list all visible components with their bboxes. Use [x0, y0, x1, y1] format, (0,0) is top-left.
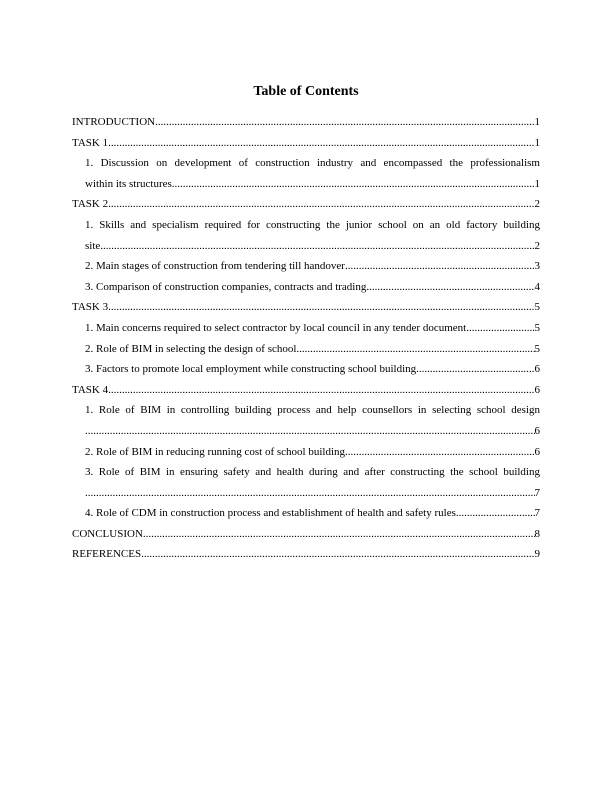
toc-entry-label: TASK 3: [72, 301, 109, 314]
toc-page-number: 6: [534, 383, 540, 396]
toc-entry-label: 2. Role of BIM in reducing running cost of school building: [85, 445, 345, 458]
toc-entry-label: CONCLUSION: [72, 527, 143, 540]
toc-entry-label: TASK 4: [72, 383, 109, 396]
toc-page-number: 4: [534, 280, 540, 293]
toc-entry-introduction[interactable]: [72, 112, 540, 133]
toc-leader-dots: [172, 174, 535, 195]
toc-title: Table of Contents: [253, 84, 359, 99]
toc-leader-dots: [345, 256, 535, 277]
toc-entry-label: 2. Role of BIM in selecting the design of school: [85, 342, 297, 355]
toc-entry-task-2[interactable]: [72, 194, 540, 215]
toc-leader-dots: [366, 277, 534, 298]
toc-leader-dots: [85, 421, 535, 442]
toc-leader-dots: [108, 133, 534, 154]
toc-page-number: 1: [534, 136, 540, 149]
toc-leader-dots: [155, 112, 534, 133]
toc-entry-task-4-2[interactable]: [72, 442, 540, 463]
toc-entry-task-4[interactable]: [72, 380, 540, 401]
toc-entry-task-4-4[interactable]: [72, 503, 540, 524]
toc-leader-dots: [466, 318, 534, 339]
toc-entry-task-1[interactable]: [72, 133, 540, 154]
toc-page-number: 2: [534, 198, 540, 211]
toc-entry-task-3-3[interactable]: [72, 359, 540, 380]
toc-entry-label: within its structures: [85, 177, 172, 190]
toc-entry-task-1-1-line-1[interactable]: 1. Discussion on development of construction industry and encompassed the professionalism: [85, 157, 540, 170]
toc-entry-task-3-1[interactable]: [72, 318, 540, 339]
toc-page-number: 6: [534, 363, 540, 376]
toc-leader-dots: [85, 483, 535, 504]
toc-page-number: 9: [534, 548, 540, 561]
toc-page-number: 1: [534, 177, 540, 190]
toc-leader-dots: [416, 359, 534, 380]
toc-entry-task-1-1-line-2[interactable]: [72, 174, 540, 195]
toc-entry-label: REFERENCES: [72, 548, 142, 561]
toc-entry-label: TASK 1: [72, 136, 109, 149]
toc-leader-dots: [100, 236, 534, 257]
toc-entry-task-3-2[interactable]: [72, 339, 540, 360]
toc-entry-task-2-1-line-1[interactable]: 1. Skills and specialism required for constructing the junior school on an old factory building: [85, 218, 540, 231]
toc-page-number: 8: [534, 527, 540, 540]
toc-entry-task-2-2[interactable]: [72, 256, 540, 277]
toc-page-number: 5: [534, 301, 540, 314]
toc-page-number: 6: [534, 424, 540, 437]
toc-page-number: 7: [534, 507, 540, 520]
table-of-contents: [72, 112, 540, 565]
toc-entry-label: 4. Role of CDM in construction process and establishment of health and safety rules: [85, 507, 456, 520]
toc-page-number: 2: [534, 239, 540, 252]
toc-page-number: 1: [534, 116, 540, 128]
toc-page-number: 6: [534, 445, 540, 458]
toc-leader-dots: [456, 503, 535, 524]
toc-entry-label: site: [85, 239, 101, 252]
toc-leader-dots: [143, 524, 535, 545]
toc-entry-conclusion[interactable]: [72, 524, 540, 545]
toc-leader-dots: [345, 442, 535, 463]
toc-entry-label: 1. Main concerns required to select contractor by local council in any tender document: [85, 321, 467, 334]
toc-entry-references[interactable]: [72, 544, 540, 565]
toc-entry-task-4-3-line-2[interactable]: [72, 483, 540, 504]
toc-leader-dots: [108, 380, 534, 401]
toc-leader-dots: [296, 339, 534, 360]
toc-entry-label: INTRODUCTION: [72, 116, 156, 128]
toc-entry-task-4-1-line-2[interactable]: [72, 421, 540, 442]
toc-entry-task-2-1-line-2[interactable]: [72, 236, 540, 257]
toc-entry-label: 3. Comparison of construction companies, contracts and trading: [85, 280, 367, 293]
toc-leader-dots: [108, 297, 534, 318]
toc-entry-task-3[interactable]: [72, 297, 540, 318]
toc-entry-label: 2. Main stages of construction from tendering till handover: [85, 260, 345, 273]
toc-entry-label: TASK 2: [72, 198, 109, 211]
toc-entry-task-4-3-line-1[interactable]: 3. Role of BIM in ensuring safety and health during and after constructing the school building: [85, 466, 540, 479]
toc-page-number: 5: [534, 321, 540, 334]
toc-leader-dots: [141, 544, 534, 565]
toc-leader-dots: [108, 194, 534, 215]
toc-page-number: 5: [534, 342, 540, 355]
toc-entry-task-2-3[interactable]: [72, 277, 540, 298]
toc-entry-task-4-1-line-1[interactable]: 1. Role of BIM in controlling building process and help counsellors in selecting school design: [85, 404, 540, 417]
toc-page-number: 7: [534, 486, 540, 499]
toc-entry-label: 3. Factors to promote local employment while constructing school building: [85, 363, 417, 376]
toc-page-number: 3: [534, 260, 540, 273]
